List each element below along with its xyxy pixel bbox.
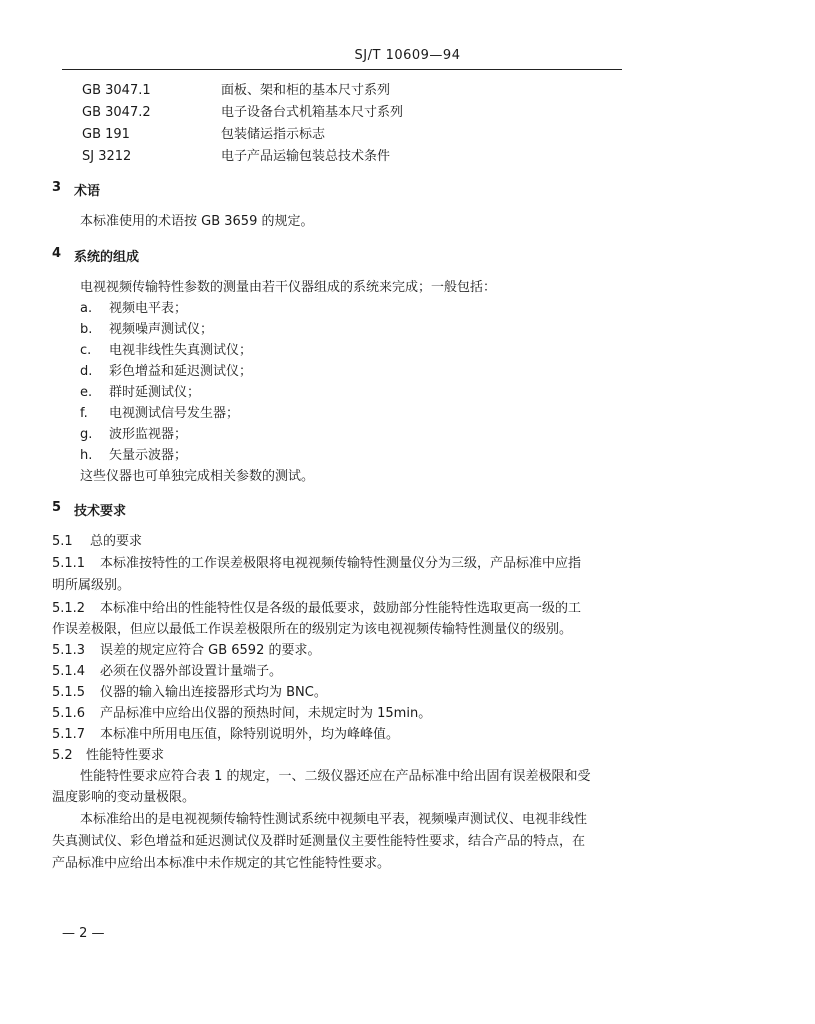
list-item: 视频噪声测试仪； <box>109 322 214 337</box>
clause-5-1-2-number: 5.1.2 <box>52 601 86 616</box>
clause-5-1-4-number: 5.1.4 <box>52 664 86 679</box>
clause-5-1-5-number: 5.1.5 <box>52 685 86 700</box>
clause-5-1-1-text-cont: 明所属级别。 <box>52 578 131 593</box>
list-item: 矢量示波器； <box>109 448 188 463</box>
clause-5-1-7-number: 5.1.7 <box>52 727 86 742</box>
clause-5-1-6-text: 产品标准中应给出仪器的预热时间，未规定时为 15min。 <box>100 706 432 721</box>
list-item-marker: b. <box>80 322 93 337</box>
header-rule <box>62 69 622 70</box>
clause-5-1-1-number: 5.1.1 <box>52 556 86 571</box>
ref-title: 电子产品运输包装总技术条件 <box>221 149 391 164</box>
section-4-outro: 这些仪器也可单独完成相关参数的测试。 <box>80 469 315 484</box>
clause-5-2-paragraph-2: 本标准给出的是电视视频传输特性测试系统中视频电平表，视频噪声测试仪、电视非线性 <box>80 812 588 827</box>
list-item-marker: c. <box>80 343 92 358</box>
clause-5-1-2-text: 本标准中给出的性能特性仅是各级的最低要求，鼓励部分性能特性选取更高一级的工 <box>100 601 582 616</box>
ref-code: GB 191 <box>82 127 130 142</box>
clause-5-1-1-text: 本标准按特性的工作误差极限将电视视频传输特性测量仪分为三级，产品标准中应指 <box>100 556 582 571</box>
list-item-marker: f. <box>80 406 88 421</box>
list-item: 波形监视器； <box>109 427 188 442</box>
section-4-title: 系统的组成 <box>74 250 140 265</box>
page-number: — 2 — <box>62 926 105 941</box>
list-item-marker: d. <box>80 364 93 379</box>
list-item: 群时延测试仪； <box>109 385 201 400</box>
clause-5-2-title: 性能特性要求 <box>86 748 165 763</box>
clause-5-1-3-number: 5.1.3 <box>52 643 86 658</box>
clause-5-1-4-text: 必须在仪器外部设置计量端子。 <box>100 664 283 679</box>
ref-title: 电子设备台式机箱基本尺寸系列 <box>221 105 404 120</box>
clause-5-1-number: 5.1 <box>52 534 73 549</box>
list-item-marker: g. <box>80 427 93 442</box>
list-item: 视频电平表； <box>109 301 188 316</box>
clause-5-1-6-number: 5.1.6 <box>52 706 86 721</box>
section-5-number: 5 <box>52 500 62 515</box>
clause-5-2-paragraph-1: 性能特性要求应符合表 1 的规定，一、二级仪器还应在产品标准中给出固有误差极限和受 <box>80 769 591 784</box>
section-3-text: 本标准使用的术语按 GB 3659 的规定。 <box>80 214 314 229</box>
clause-5-2-paragraph-1-cont: 温度影响的变动量极限。 <box>52 790 196 805</box>
ref-code: GB 3047.2 <box>82 105 151 120</box>
clause-5-2-number: 5.2 <box>52 748 73 763</box>
section-3-number: 3 <box>52 180 62 195</box>
page-header: SJ/T 10609—94 <box>354 48 461 63</box>
section-3-title: 术语 <box>74 184 101 199</box>
ref-title: 包装储运指示标志 <box>221 127 326 142</box>
list-item: 彩色增益和延迟测试仪； <box>109 364 253 379</box>
section-4-number: 4 <box>52 246 62 261</box>
clause-5-2-paragraph-2-cont: 失真测试仪、彩色增益和延迟测试仪及群时延测量仪主要性能特性要求，结合产品的特点，在 <box>52 834 586 849</box>
clause-5-1-2-text-cont: 作误差极限，但应以最低工作误差极限所在的级别定为该电视视频传输特性测量仪的级别。 <box>52 622 573 637</box>
list-item: 电视测试信号发生器； <box>109 406 240 421</box>
section-5-title: 技术要求 <box>74 504 127 519</box>
list-item-marker: e. <box>80 385 93 400</box>
list-item-marker: h. <box>80 448 93 463</box>
list-item-marker: a. <box>80 301 93 316</box>
clause-5-1-3-text: 误差的规定应符合 GB 6592 的要求。 <box>100 643 321 658</box>
clause-5-2-paragraph-2-end: 产品标准中应给出本标准中未作规定的其它性能特性要求。 <box>52 856 391 871</box>
list-item: 电视非线性失真测试仪； <box>109 343 253 358</box>
clause-5-1-title: 总的要求 <box>90 534 143 549</box>
clause-5-1-5-text: 仪器的输入输出连接器形式均为 BNC。 <box>100 685 327 700</box>
clause-5-1-7-text: 本标准中所用电压值，除特别说明外，均为峰峰值。 <box>100 727 400 742</box>
ref-code: SJ 3212 <box>82 149 132 164</box>
ref-title: 面板、架和柜的基本尺寸系列 <box>221 83 391 98</box>
section-4-intro: 电视视频传输特性参数的测量由若干仪器组成的系统来完成；一般包括： <box>80 280 497 295</box>
ref-code: GB 3047.1 <box>82 83 151 98</box>
